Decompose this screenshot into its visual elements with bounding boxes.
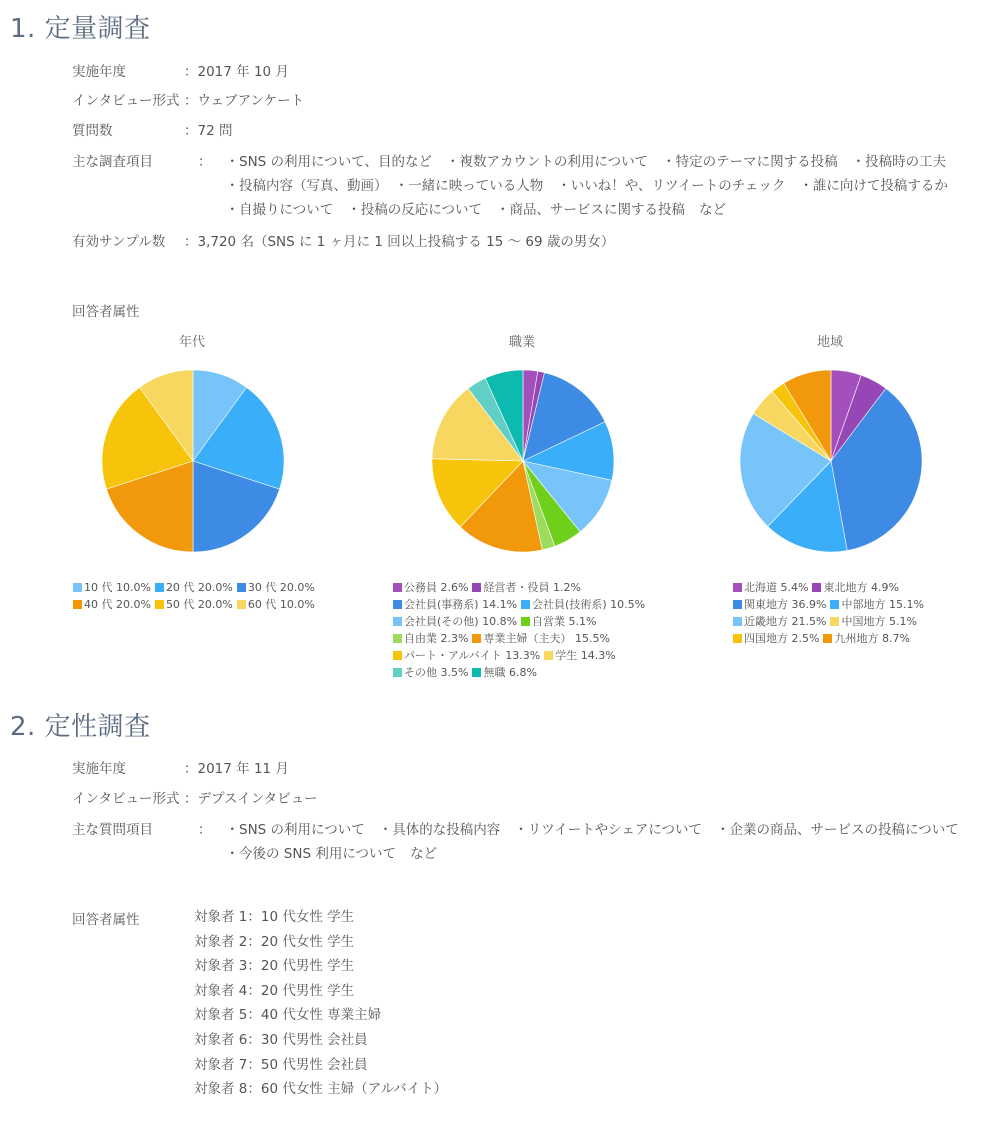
legend-item (830, 613, 916, 630)
row-value: 2017 年 11 月 (197, 761, 289, 777)
row-label: 有効サンプル数 (72, 234, 166, 250)
row-value: 72 問 (197, 123, 233, 139)
legend-label: 九州地方 8.7% (834, 632, 910, 645)
items-line: ・投稿内容（写真、動画） ・一緒に映っている人物 ・いいね！や、リツイートのチェック ・誰に向けて投稿するか (225, 178, 948, 194)
legend-swatch (521, 600, 530, 609)
legend-label: 会社員(事務系) 14.1% (404, 598, 518, 611)
legend-swatch (830, 600, 839, 609)
row-value: 3,720 名（SNS に 1 ヶ月に 1 回以上投稿する 15 ～ 69 歳の男女） (197, 234, 615, 250)
legend-row (393, 630, 653, 647)
row-label: 質問数 (72, 123, 113, 139)
legend-label: 会社員(その他) 10.8% (404, 615, 518, 628)
s1-row-questions: 質問数 ：72 問 (72, 119, 232, 143)
s1-row-sample: 有効サンプル数 ：3,720 名（SNS に 1 ヶ月に 1 回以上投稿する 15 ～ 69 歳の男女） (72, 230, 614, 254)
s1-row-format: インタビュー形式 ：ウェブアンケート (72, 89, 304, 113)
subject-item: 対象者 5：40 代女性 専業主婦 (194, 1007, 382, 1024)
legend-item (521, 613, 596, 630)
legend-item (823, 630, 909, 647)
items-line: ・今後の SNS 利用について など (225, 846, 438, 862)
chart-title-age: 年代 (178, 335, 205, 350)
legend-label: 学生 14.3% (555, 649, 616, 662)
subject-item: 対象者 7：50 代男性 会社員 (194, 1056, 368, 1073)
chart-title-job: 職業 (508, 335, 535, 350)
legend-row (73, 596, 323, 613)
legend-label: 北海道 5.4% (744, 581, 809, 594)
legend-region (733, 579, 943, 647)
legend-label: 無職 6.8% (483, 666, 537, 679)
legend-row (393, 664, 653, 681)
row-value: ウェブアンケート (197, 93, 305, 109)
items-list (226, 818, 973, 866)
legend-label: 50 代 20.0% (165, 598, 233, 611)
legend-label: 10 代 10.0% (84, 581, 151, 594)
legend-item (393, 579, 468, 596)
chart-title-region: 地域 (816, 335, 843, 350)
subject-item: 対象者 4：20 代男性 学生 (194, 982, 355, 999)
legend-row (733, 613, 943, 630)
legend-age (73, 579, 323, 613)
legend-swatch (393, 617, 402, 626)
legend-label: 20 代 20.0% (165, 581, 233, 594)
legend-swatch (393, 583, 402, 592)
legend-job (393, 579, 653, 681)
legend-swatch (393, 668, 402, 677)
legend-item (472, 579, 580, 596)
legend-label: 自由業 2.3% (404, 632, 469, 645)
legend-label: 60 代 10.0% (247, 598, 315, 611)
legend-swatch (521, 617, 530, 626)
legend-swatch (733, 600, 742, 609)
legend-row (393, 613, 653, 630)
legend-row (393, 647, 653, 664)
row-value: 2017 年 10 月 (197, 64, 289, 80)
legend-label: パート・アルバイト 13.3% (404, 649, 541, 662)
legend-item (393, 664, 468, 681)
legend-row (733, 579, 943, 596)
legend-item (393, 630, 468, 647)
row-label: インタビュー形式 (72, 791, 180, 807)
s2-attributes-label: 回答者属性 (72, 912, 140, 928)
row-label: 主な質問項目 (72, 822, 153, 838)
legend-swatch (73, 583, 82, 592)
legend-row (733, 596, 943, 613)
legend-swatch (472, 634, 481, 643)
legend-label: その他 3.5% (404, 666, 469, 679)
legend-swatch (73, 600, 82, 609)
legend-swatch (812, 583, 821, 592)
subject-item: 対象者 3：20 代男性 学生 (194, 958, 355, 975)
items-line: ・SNS の利用について ・具体的な投稿内容 ・リツイートやシェアについて ・企業の商品、サービスの投稿について (225, 822, 959, 838)
legend-item (393, 596, 517, 613)
legend-label: 公務員 2.6% (404, 581, 469, 594)
legend-swatch (830, 617, 839, 626)
legend-swatch (237, 600, 246, 609)
legend-swatch (393, 651, 402, 660)
legend-row (393, 596, 653, 613)
row-label: 実施年度 (72, 64, 126, 80)
legend-swatch (393, 634, 402, 643)
subject-item: 対象者 6：30 代男性 会社員 (194, 1031, 368, 1048)
s2-row-items: 主な質問項目 ： ・SNS の利用について ・具体的な投稿内容 ・リツイートやシェアについて ・企業の商品、サービスの投稿について ・今後の SNS 利用について など (72, 818, 987, 866)
legend-swatch (237, 583, 246, 592)
pie-chart-region (739, 369, 923, 553)
subjects-list (194, 905, 447, 1102)
legend-item (830, 596, 923, 613)
legend-item (155, 596, 233, 613)
items-line: ・SNS の利用について、目的など ・複数アカウントの利用について ・特定のテーマに関する投稿 ・投稿時の工夫 (225, 154, 947, 170)
row-label: 主な調査項目 (72, 154, 153, 170)
legend-swatch (155, 600, 164, 609)
legend-label: 30 代 20.0% (247, 581, 315, 594)
legend-item (237, 596, 315, 613)
legend-item (812, 579, 898, 596)
legend-item (733, 596, 826, 613)
s2-row-year: 実施年度 ：2017 年 11 月 (72, 757, 289, 781)
legend-row (393, 579, 653, 596)
section1-title: 1. 定量調査 (10, 14, 151, 44)
s1-row-year: 実施年度 ：2017 年 10 月 (72, 60, 289, 84)
legend-label: 中国地方 5.1% (841, 615, 917, 628)
legend-label: 自営業 5.1% (532, 615, 597, 628)
legend-swatch (155, 583, 164, 592)
s1-row-items: 主な調査項目 ： ・SNS の利用について、目的など ・複数アカウントの利用について ・特定のテーマに関する投稿 ・投稿時の工夫 ・投稿内容（写真、動画） ・一緒に映っている人物 ・いいね！や、リツイートのチェック ・誰に向けて投稿するか ・自撮りについて ・投稿の反応について ・商品、サービスに関する投稿 など (72, 150, 976, 222)
legend-swatch (733, 583, 742, 592)
legend-row (733, 630, 943, 647)
legend-item (155, 579, 233, 596)
pie-chart-age (101, 369, 285, 553)
legend-label: 中部地方 15.1% (841, 598, 924, 611)
section2-title: 2. 定性調査 (10, 712, 151, 742)
items-list (226, 150, 962, 222)
legend-swatch (823, 634, 832, 643)
subject-item: 対象者 1：10 代女性 学生 (194, 909, 355, 925)
legend-swatch (472, 583, 481, 592)
legend-swatch (393, 600, 402, 609)
legend-label: 関東地方 36.9% (744, 598, 827, 611)
pie-chart-job (431, 369, 615, 553)
subject-item: 対象者 8：60 代女性 主婦（アルバイト） (194, 1081, 448, 1098)
legend-label: 近畿地方 21.5% (744, 615, 827, 628)
legend-row (73, 579, 323, 596)
legend-label: 経営者・役員 1.2% (483, 581, 581, 594)
legend-item (237, 579, 315, 596)
legend-item (472, 630, 609, 647)
legend-item (73, 579, 151, 596)
legend-swatch (733, 617, 742, 626)
legend-item (393, 613, 517, 630)
row-value: デプスインタビュー (197, 791, 318, 807)
s2-row-format: インタビュー形式 ：デプスインタビュー (72, 787, 318, 811)
items-line: ・自撮りについて ・投稿の反応について ・商品、サービスに関する投稿 など (225, 202, 726, 218)
legend-label: 40 代 20.0% (84, 598, 151, 611)
subject-item: 対象者 2：20 代女性 学生 (194, 933, 355, 950)
legend-swatch (733, 634, 742, 643)
legend-item (472, 664, 536, 681)
legend-label: 専業主婦（主夫） 15.5% (483, 632, 610, 645)
legend-item (393, 647, 540, 664)
legend-item (73, 596, 151, 613)
legend-swatch (544, 651, 553, 660)
legend-item (733, 579, 808, 596)
legend-item (544, 647, 615, 664)
row-label: 実施年度 (72, 761, 126, 777)
legend-item (733, 630, 819, 647)
legend-swatch (472, 668, 481, 677)
row-label: インタビュー形式 (72, 93, 180, 109)
legend-item (521, 596, 645, 613)
attributes-heading: 回答者属性 (72, 304, 140, 320)
legend-label: 四国地方 2.5% (744, 632, 820, 645)
legend-item (733, 613, 826, 630)
legend-label: 東北地方 4.9% (823, 581, 899, 594)
legend-label: 会社員(技術系) 10.5% (532, 598, 646, 611)
